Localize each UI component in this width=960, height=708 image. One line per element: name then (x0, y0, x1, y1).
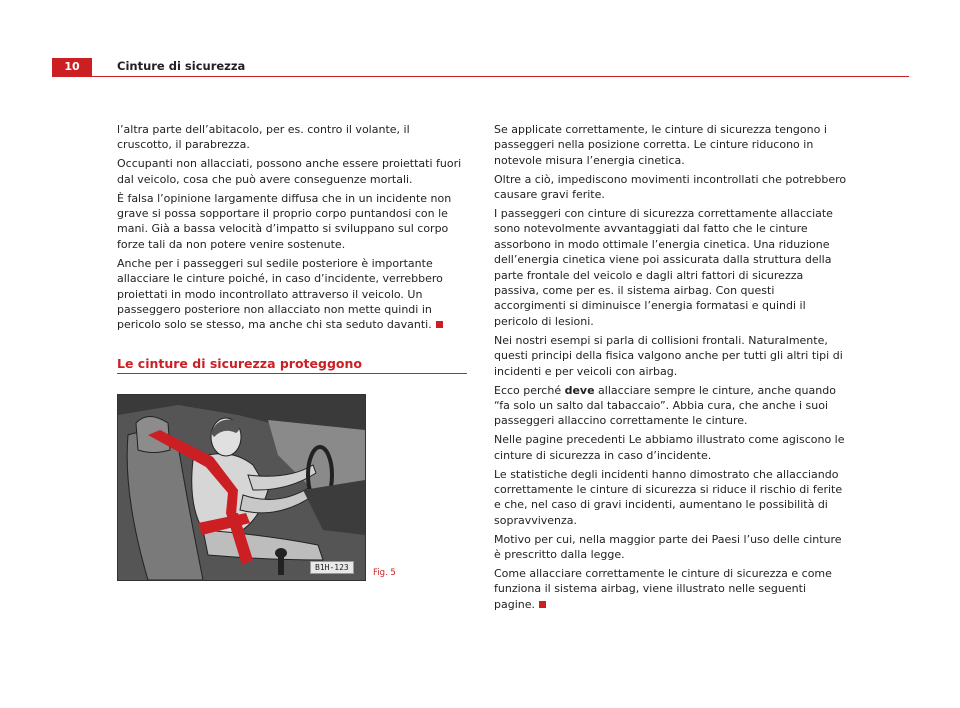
section-rule (117, 373, 467, 374)
right-column (494, 122, 849, 616)
paragraph (117, 256, 467, 333)
paragraph: È falsa l’opinione largamente diffusa che in un incidente non grave si possa sopportare il proprio corpo puntandosi con le mani. Già a bassa velocità d’impatto si sviluppano sul corpo forze tali da non potere venire sostenute. (117, 191, 452, 251)
paragraph: l’altra parte dell’abitacolo, per es. contro il volante, il cruscotto, il parabrezza. (117, 123, 410, 152)
paragraph: I passeggeri con cinture di sicurezza correttamente allacciate sono notevolmente avvantaggiati dal fatto che le cinture assorbono in modo ottimale l’energia cinetica. Una riduzione dell’energia cinetica viene poi assicurata dalla struttura della parte frontale del veicolo e dagli altri fattori di sicurezza passiva, come per es. il sistema airbag. Con questi accorgimenti si diminuisce l’energia formatasi e quindi il pericolo di lesioni. (494, 207, 833, 328)
seatbelt-illustration (117, 394, 366, 581)
paragraph: Nei nostri esempi si parla di collisioni frontali. Naturalmente, questi principi della fisica valgono anche per tutti gli altri tipi di incidenti e per veicoli con airbag. (494, 333, 843, 378)
paragraph: Occupanti non allacciati, possono anche essere proiettati fuori dal veicolo, cosa che può avere conseguenze mortali. (117, 157, 462, 186)
paragraph (494, 383, 849, 429)
paragraph: Le statistiche degli incidenti hanno dimostrato che allacciando correttamente le cinture di sicurezza si riduce il rischio di ferite e che, nel caso di gravi incidenti, aumentano le possibilità di sopravvivenza. (494, 467, 843, 527)
figure-code-label: B1H-123 (310, 561, 354, 574)
paragraph-text: allacciare sempre le cinture, anche quando “fa solo un salto dal tabaccaio”. Abbia cura, che anche i suoi passeggeri allaccino correttamente le cinture. (494, 383, 836, 428)
paragraph (494, 566, 849, 612)
emphasis-text: deve (564, 383, 595, 397)
end-of-section-marker (436, 321, 443, 328)
header-rule (52, 76, 909, 77)
paragraph-text: Come allacciare correttamente le cinture di sicurezza e come funziona il sistema airbag, viene illustrato nelle seguenti pagine. (494, 566, 832, 611)
paragraph: Motivo per cui, nella maggior parte dei Paesi l’uso delle cinture è prescritto dalla legge. (494, 532, 842, 562)
paragraph: Nelle pagine precedenti Le abbiamo illustrato come agiscono le cinture di sicurezza in caso d’incidente. (494, 433, 845, 462)
paragraph-text: Ecco perché (494, 383, 565, 397)
figure-caption: Fig. 5 (373, 568, 396, 578)
paragraph: Se applicate correttamente, le cinture di sicurezza tengono i passeggeri nella posizione corretta. Le cinture riducono in notevole misura l’energia cinetica. (494, 123, 827, 167)
page-title: Cinture di sicurezza (117, 59, 246, 73)
driver-seatbelt-image (118, 395, 365, 580)
section-title: Le cinture di sicurezza proteggono (117, 356, 362, 371)
page-number-badge: 10 (52, 58, 92, 76)
left-column (117, 122, 467, 336)
paragraph: Oltre a ciò, impediscono movimenti incontrollati che potrebbero causare gravi ferite. (494, 172, 847, 202)
end-of-section-marker (539, 601, 546, 608)
paragraph-text: Anche per i passeggeri sul sedile posteriore è importante allacciare le cinture poiché, in caso d’incidente, verrebbero proiettati in modo incontrollato attraverso il veicolo. Un passeggero posteriore non allacciato non mette quindi in pericolo solo se stesso, ma anche chi sta seduto davanti. (117, 256, 443, 332)
